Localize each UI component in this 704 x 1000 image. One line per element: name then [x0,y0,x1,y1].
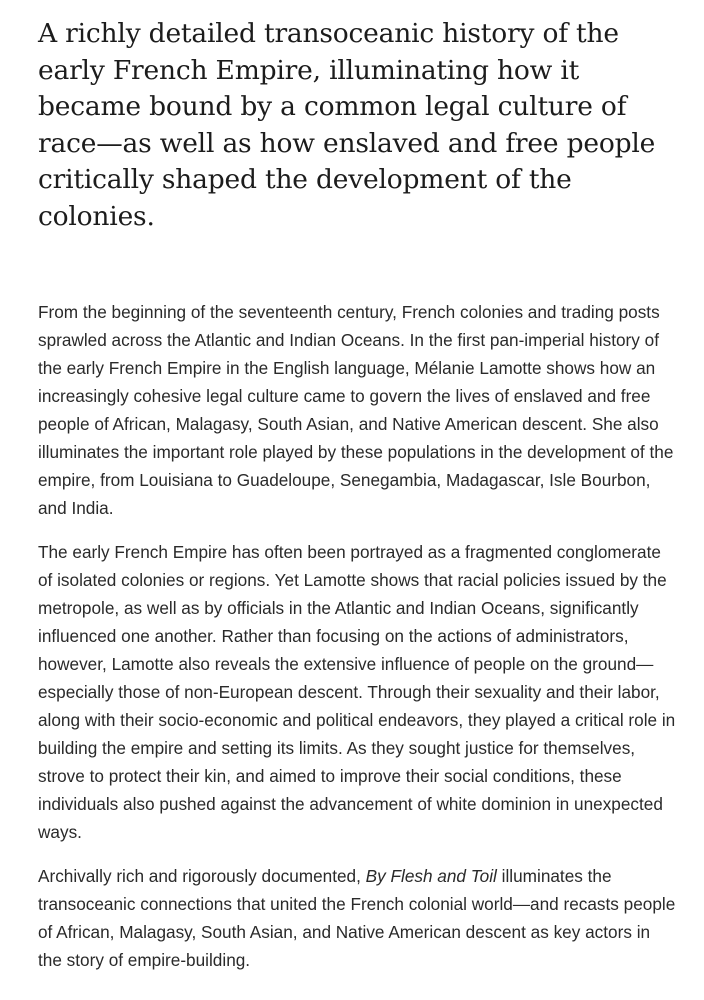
paragraph-3-rest: illuminates the transoceanic connections that united the French colonial world—and recasts people of African, Malagasy, South Asian, and Native American descent as key actors in the story of empire-building. [38,866,676,970]
headline: A richly detailed transoceanic history of the early French Empire, illuminating how it became bound by a common legal culture of race—as well as how enslaved and free people critically shaped the development of the colonies. [38,18,656,232]
paragraph-1: From the beginning of the seventeenth century, French colonies and trading posts sprawled across the Atlantic and Indian Oceans. In the first pan-imperial history of the early French Empire in the English language, Mélanie Lamotte shows how an increasingly cohesive legal culture came to govern the lives of enslaved and free people of African, Malagasy, South Asian, and Native American descent. She also illuminates the important role played by these populations in the development of the empire, from Louisiana to Guadeloupe, Senegambia, Madagascar, Isle Bourbon, and India. [38,302,674,518]
paragraph-2: The early French Empire has often been portrayed as a fragmented conglomerate of isolated colonies or regions. Yet Lamotte shows that racial policies issued by the metropole, as well as by officials in the Atlantic and Indian Oceans, significantly influenced one another. Rather than focusing on the actions of administrators, however, Lamotte also reveals the extensive influence of people on the ground—especially those of non-European descent. Through their sexuality and their labor, along with their socio-economic and political endeavors, they played a critical role in building the empire and setting its limits. As they sought justice for themselves, strove to protect their kin, and aimed to improve their social conditions, these individuals also pushed against the advancement of white dominion in unexpected ways. [38,542,676,842]
description-body [38,298,678,974]
paragraph-3-lead: Archivally rich and rigorously documented, [38,866,366,886]
book-title: By Flesh and Toil [365,866,497,886]
paragraph-3 [38,862,678,974]
book-description [38,16,678,990]
